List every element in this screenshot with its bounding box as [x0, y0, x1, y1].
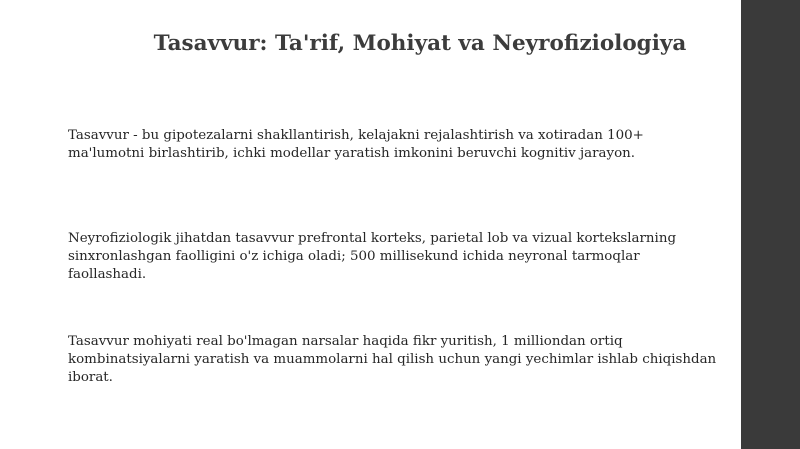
slide-title: Tasavvur: Ta'rif, Mohiyat va Neyrofiziologiya [153, 31, 687, 56]
paragraph-essence: Tasavvur mohiyati real bo'lmagan narsalar haqida fikr yuritish, 1 milliondan ortiq kombinatsiyalarni yaratish va muammolarni hal qilish uchun yangi yechimlar ishlab chiqishdan iborat. [68, 334, 717, 385]
paragraph-neurophysiology: Neyrofiziologik jihatdan tasavvur prefrontal korteks, parietal lob va vizual kortekslarning sinxronlashgan faolligini o'z ichiga oladi; 500 millisekund ichida neyronal tarmoqlar faollashadi. [68, 231, 677, 282]
side-panel-bar [741, 0, 800, 449]
paragraph-definition: Tasavvur - bu gipotezalarni shakllantirish, kelajakni rejalashtirish va xotiradan 100+ ma'lumotni birlashtirib, ichki modellar yaratish imkonini beruvchi kognitiv jarayon. [68, 128, 644, 161]
